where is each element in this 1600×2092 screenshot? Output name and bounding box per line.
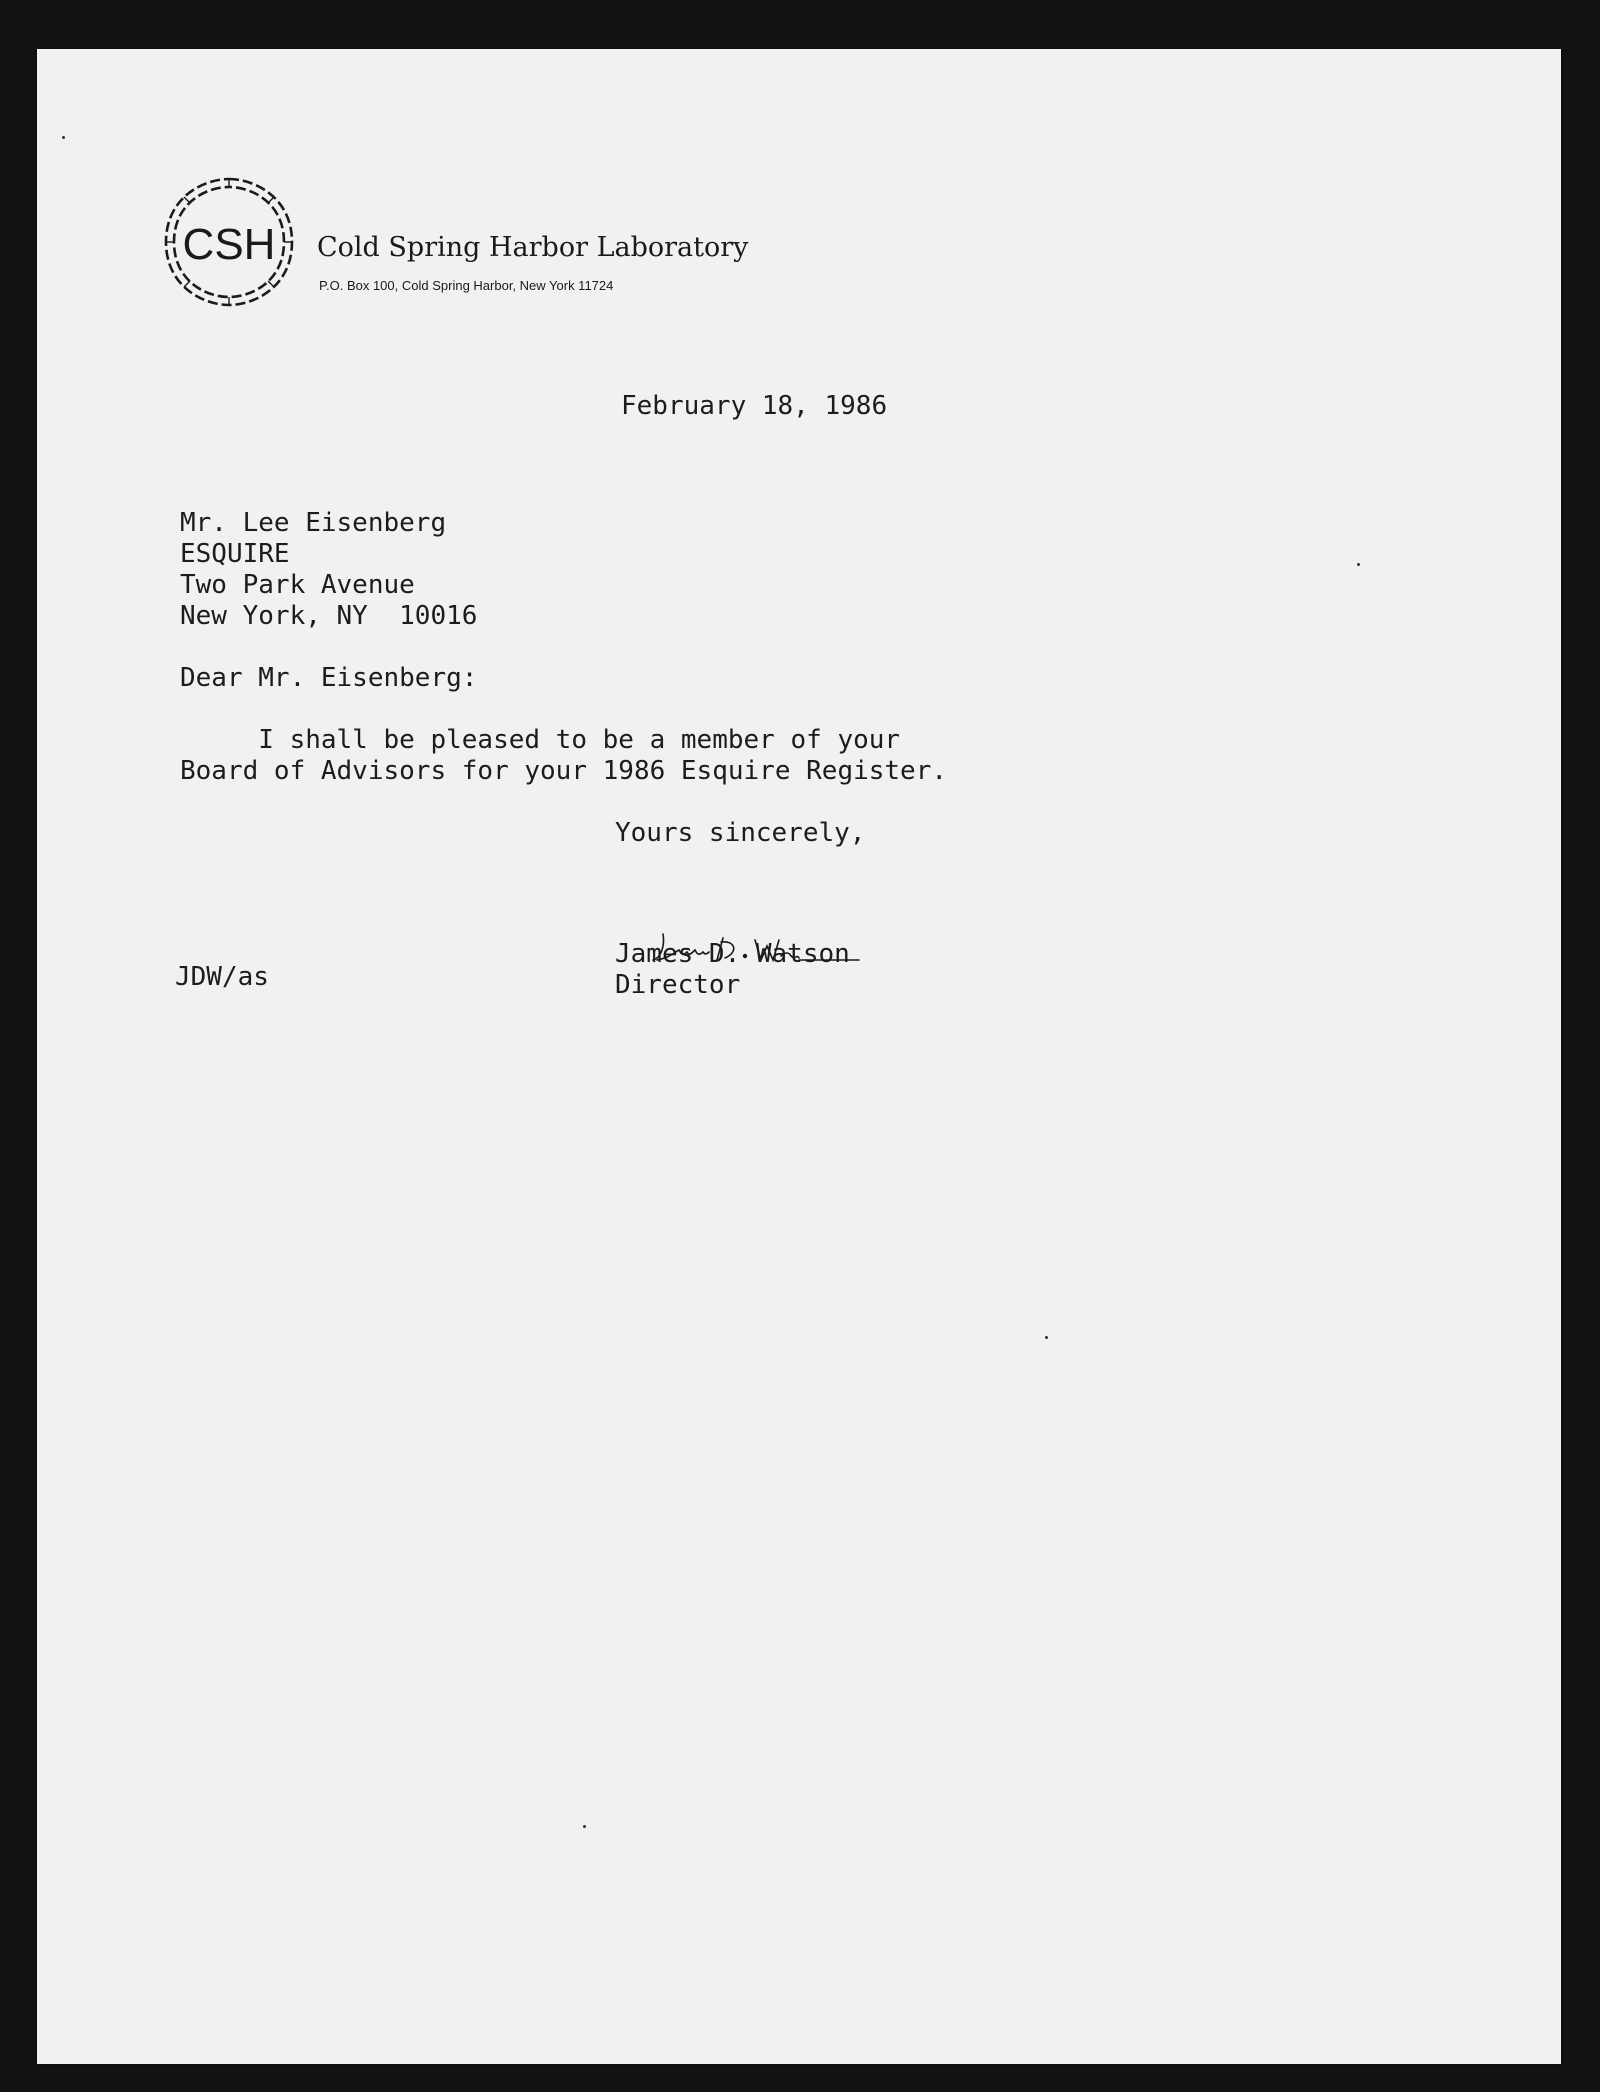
typist-initials: JDW/as [175,962,269,992]
paper-speck [1357,563,1360,566]
letter-date: February 18, 1986 [621,391,888,421]
salutation: Dear Mr. Eisenberg: [180,663,478,693]
logo-text: CSH [182,220,276,269]
body-line-2: Board of Advisors for your 1986 Esquire Register. [180,756,948,786]
signer-title: Director [615,970,741,1000]
closing: Yours sincerely, [615,818,866,848]
organization-name: Cold Spring Harbor Laboratory [317,232,749,263]
recipient-company: ESQUIRE [180,539,290,569]
signer-name: James D. Watson [615,939,850,969]
paper-speck [62,136,65,139]
csh-logo [154,167,304,317]
recipient-city: New York, NY 10016 [180,601,478,631]
recipient-street: Two Park Avenue [180,570,415,600]
paper-speck [1045,1336,1048,1339]
paper-speck [583,1825,586,1828]
letter-page [37,49,1561,2064]
organization-address: P.O. Box 100, Cold Spring Harbor, New York 11724 [319,278,614,293]
body-line-1: I shall be pleased to be a member of your [180,725,901,755]
recipient-name: Mr. Lee Eisenberg [180,508,447,538]
